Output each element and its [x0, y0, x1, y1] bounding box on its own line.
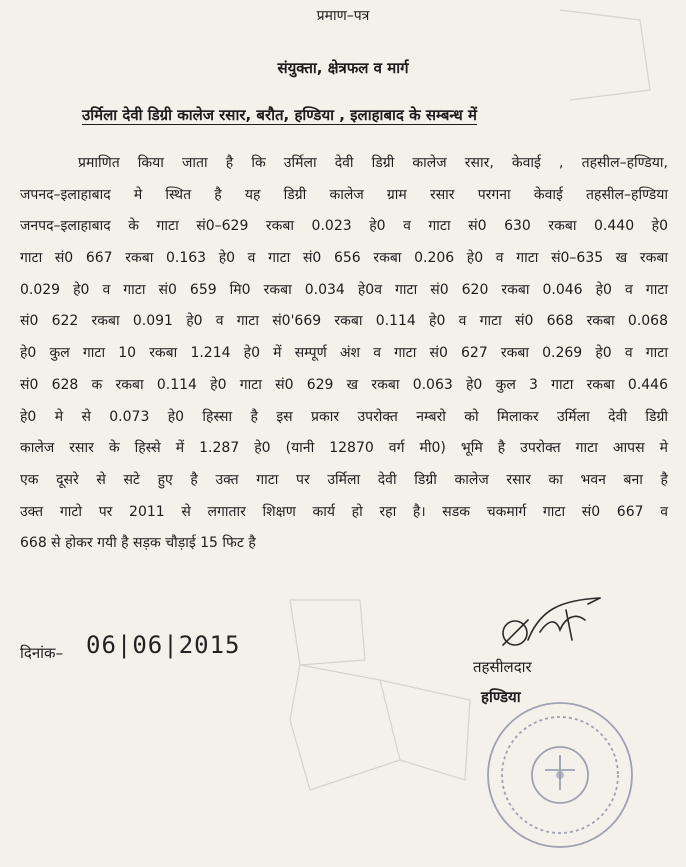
date-label: दिनांक– [20, 644, 64, 662]
body-line: गाटा सं0 667 रकबा 0.163 हे0 व गाटा सं0 656 रकबा 0.206 हे0 व गाटा सं0–635 ख रकबा [20, 250, 668, 267]
body-line: सं0 622 रकबा 0.091 हे0 व गाटा सं0'669 रकबा 0.114 हे0 व गाटा सं0 668 रकबा 0.068 [20, 313, 668, 330]
document-title: प्रमाण–पत्र [316, 8, 370, 24]
document-subject: संयुक्ता, क्षेत्रफल व मार्ग [277, 59, 409, 77]
body-line: प्रमाणित किया जाता है कि उर्मिला देवी डिग्री कालेज रसार, केवाई , तहसील–हण्डिया, [78, 155, 668, 171]
officer-place: हण्डिया [481, 688, 521, 706]
body-line: जपनद–इलाहाबाद मे स्थित है यह डिग्री कालेज ग्राम रसार परगना केवाई तहसील–हण्डिया [20, 186, 668, 203]
body-line: हे0 मे से 0.073 हे0 हिस्सा है इस प्रकार उपरोक्त नम्बरो को मिलाकर उर्मिला देवी डिग्री [20, 408, 668, 425]
body-line: जनपद–इलाहाबाद के गाटा सं0–629 रकबा 0.023 हे0 व गाटा सं0 630 रकबा 0.440 हे0 [20, 218, 668, 235]
body-line: एक दूसरे से सटे हुए है उक्त गाटा पर उर्मिला देवी डिग्री कालेज रसार का भवन बना है [20, 471, 668, 488]
date-handwritten: 06|06|2015 [86, 631, 241, 659]
body-line: सं0 628 क रकबा 0.114 हे0 गाटा सं0 629 ख रकबा 0.063 हे0 कुल 3 गाटा रकबा 0.446 [20, 376, 668, 393]
body-line: 0.029 हे0 व गाटा सं0 659 मि0 रकबा 0.034 हे0व गाटा सं0 620 रकबा 0.046 हे0 व गाटा [20, 281, 668, 298]
body-line: 668 से होकर गयी है सड़क चौड़ाई 15 फिट है [20, 535, 256, 552]
officer-title: तहसीलदार [473, 658, 532, 676]
body-line: हे0 कुल गाटा 10 रकबा 1.214 हे0 में सम्पूर्ण अंश व गाटा सं0 627 रकबा 0.269 हे0 व गाटा [20, 345, 668, 362]
body-line: उक्त गाटो पर 2011 से लगातार शिक्षण कार्य हो रहा है। सडक चकमार्ग गाटा सं0 667 व [20, 503, 668, 520]
body-line: कालेज रसार के हिस्से में 1.287 हे0 (यानी 12870 वर्ग मी0) भूमि है उपरोक्त गाटा आपस मे [20, 440, 668, 457]
document-reference: उर्मिला देवी डिग्री कालेज रसार, बरौत, हण्डिया , इलाहाबाद के सम्बन्ध में [82, 106, 477, 124]
